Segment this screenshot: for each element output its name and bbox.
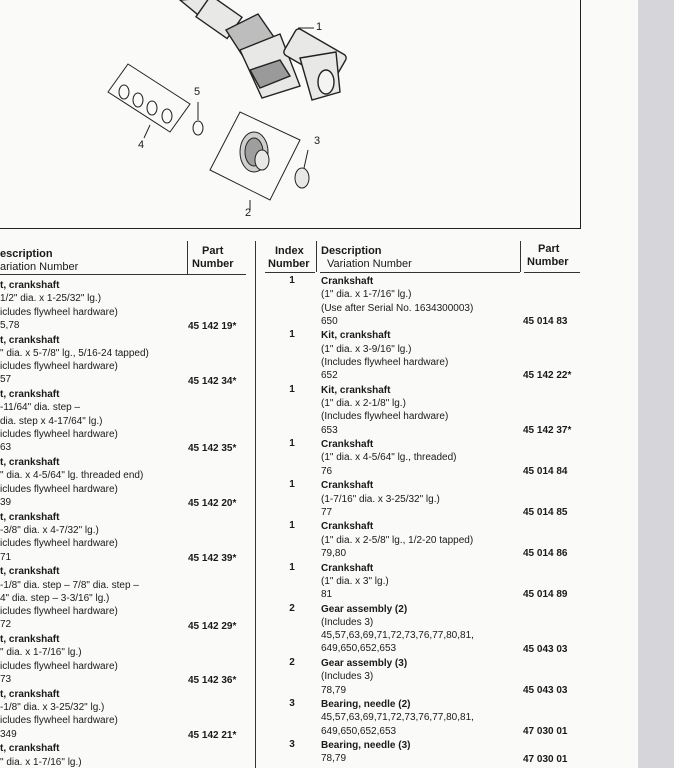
- left-entry-line: icludes flywheel hardware): [0, 660, 118, 672]
- right-entry: [321, 384, 448, 437]
- right-index-divider: [316, 241, 317, 272]
- left-entry-title: t, crankshaft: [0, 511, 60, 523]
- right-entry: [321, 698, 474, 738]
- right-entry-title: Crankshaft: [321, 562, 374, 574]
- left-part-number: 45 142 29*: [188, 620, 237, 632]
- left-entry: [0, 633, 118, 686]
- right-index-number: 1: [289, 561, 295, 573]
- left-header-number: Number: [192, 258, 234, 270]
- right-entry-line: (Includes 3): [321, 671, 374, 683]
- left-entry: [0, 334, 149, 387]
- left-entry-line: 1/2" dia. x 1-25/32" lg.): [0, 293, 102, 305]
- right-part-number: 45 014 89: [523, 589, 568, 601]
- left-entry: [0, 565, 139, 631]
- right-part-divider: [520, 241, 521, 272]
- right-entry-line: 76: [321, 465, 333, 477]
- left-entry-line: 349: [0, 728, 17, 740]
- callout-2: 2: [245, 207, 252, 219]
- right-entry-line: 81: [321, 589, 333, 601]
- right-part-number: 45 014 86: [523, 548, 568, 559]
- right-entry-line: 652: [321, 370, 338, 382]
- right-part-number: 45 014 84: [523, 465, 568, 477]
- left-entry-line: 73: [0, 674, 12, 686]
- right-entry-line: (1" dia. x 3-9/16" lg.): [321, 343, 412, 355]
- right-entry-line: 649,650,652,653: [321, 725, 397, 737]
- right-index-number: 2: [289, 657, 295, 668]
- right-entry-line: 649,650,652,653: [321, 643, 397, 655]
- right-header-description: Description: [321, 245, 382, 257]
- right-entry-line: 653: [321, 424, 338, 436]
- right-header-rule-desc: [320, 272, 520, 273]
- right-index-number: 1: [289, 479, 295, 491]
- left-entry-line: " dia. x 1-7/16" lg.): [0, 756, 82, 768]
- left-part-number: 45 142 36*: [188, 675, 237, 687]
- left-part-number: 45 142 20*: [188, 498, 237, 509]
- left-entry-line: -1/8" dia. step – 7/8" dia. step –: [0, 579, 139, 591]
- left-column-divider: [187, 241, 188, 274]
- left-entry-line: -3/8" dia. x 4-7/32" lg.): [0, 524, 99, 536]
- right-entry-title: Kit, crankshaft: [321, 330, 391, 342]
- left-header-variation: ariation Number: [0, 261, 79, 273]
- right-entry-line: (1" dia. x 1-7/16" lg.): [321, 289, 412, 301]
- right-entry-title: Crankshaft: [321, 439, 374, 451]
- left-header-part: Part: [202, 245, 224, 257]
- left-entry-title: t, crankshaft: [0, 688, 60, 700]
- right-part-number: 45 043 03: [523, 684, 568, 696]
- left-entry-line: " dia. x 5-7/8" lg., 5/16-24 tapped): [0, 347, 149, 359]
- left-entry: [0, 456, 143, 509]
- right-entry-line: (1" dia. x 2-5/8" lg., 1/2-20 tapped): [321, 534, 474, 546]
- right-header-index: Index: [275, 245, 304, 257]
- right-part-number: 45 142 37*: [523, 424, 572, 436]
- left-entry: [0, 688, 118, 741]
- right-entry-line: (1" dia. x 2-1/8" lg.): [321, 398, 406, 410]
- left-entry-title: t, crankshaft: [0, 280, 60, 291]
- right-index-number: 3: [289, 739, 295, 751]
- callout-1: 1: [316, 21, 323, 33]
- right-header-rule-index: [265, 272, 315, 273]
- left-entry-line: 39: [0, 496, 12, 508]
- left-entry: [0, 742, 82, 768]
- left-header-rule: [0, 274, 246, 275]
- right-index-number: 1: [289, 520, 295, 532]
- left-entry-title: t, crankshaft: [0, 743, 60, 755]
- left-entry-line: icludes flywheel hardware): [0, 361, 118, 373]
- right-entry-title: Crankshaft: [321, 521, 374, 533]
- right-index-number: 1: [289, 438, 295, 450]
- right-header-number: Number: [527, 256, 569, 268]
- right-entry: [321, 520, 473, 560]
- left-entry: [0, 279, 118, 332]
- crankshaft-diagram: [0, 0, 580, 228]
- right-entry: [321, 329, 448, 382]
- right-entry-title: Gear assembly (3): [321, 658, 408, 669]
- right-header-part: Part: [538, 243, 560, 255]
- left-entry-line: icludes flywheel hardware): [0, 306, 118, 318]
- right-entry-line: (Includes flywheel hardware): [321, 356, 449, 368]
- left-entry-line: icludes flywheel hardware): [0, 483, 118, 495]
- right-entry: [321, 603, 474, 656]
- right-header-rule-part: [524, 272, 580, 273]
- callout-5: 5: [194, 86, 201, 98]
- right-index-number: 1: [289, 329, 295, 341]
- left-entry-line: " dia. x 4-5/64" lg. threaded end): [0, 470, 144, 482]
- left-entry-line: icludes flywheel hardware): [0, 429, 118, 441]
- right-entry-line: (1" dia. x 4-5/64" lg., threaded): [321, 452, 457, 464]
- right-entry: [321, 275, 473, 328]
- right-entry: [321, 739, 410, 766]
- right-entry-line: 45,57,63,69,71,72,73,76,77,80,81,: [321, 712, 474, 724]
- right-entry-line: (Use after Serial No. 1634300003): [321, 302, 474, 314]
- left-entry: [0, 388, 118, 454]
- right-entry-line: 78,79: [321, 753, 347, 765]
- right-entry-title: Crankshaft: [321, 480, 374, 492]
- right-entry: [321, 438, 457, 478]
- left-entry-line: 71: [0, 551, 12, 563]
- table-divider: [255, 241, 256, 768]
- left-part-number: 45 142 35*: [188, 443, 237, 455]
- right-part-number: 45 014 85: [523, 506, 568, 518]
- exploded-view-illustration: [0, 0, 581, 229]
- right-part-number: 45 014 83: [523, 315, 568, 327]
- right-part-number: 47 030 01: [523, 725, 568, 737]
- right-entry-line: (1-7/16" dia. x 3-25/32" lg.): [321, 493, 440, 505]
- left-entry: [0, 511, 118, 564]
- right-entry: [321, 562, 389, 602]
- right-entry-title: Bearing, needle (3): [321, 740, 411, 752]
- right-entry-title: Gear assembly (2): [321, 603, 408, 615]
- right-index-number: 2: [289, 602, 295, 614]
- right-entry-line: (Includes 3): [321, 616, 374, 628]
- callout-3: 3: [314, 135, 321, 147]
- left-entry-line: -1/8" dia. x 3-25/32" lg.): [0, 702, 105, 714]
- left-entry-title: t, crankshaft: [0, 634, 60, 646]
- left-entry-title: t, crankshaft: [0, 389, 60, 401]
- right-entry-line: 650: [321, 315, 338, 327]
- right-part-number: 47 030 01: [523, 753, 568, 765]
- right-index-number: 1: [289, 383, 295, 395]
- right-entry-title: Kit, crankshaft: [321, 384, 391, 396]
- left-part-number: 45 142 21*: [188, 729, 237, 741]
- left-entry-line: -11/64" dia. step –: [0, 402, 81, 414]
- left-header-description: escription: [0, 248, 53, 260]
- left-entry-line: icludes flywheel hardware): [0, 715, 118, 727]
- right-entry-title: Crankshaft: [321, 276, 374, 287]
- left-entry-line: 63: [0, 442, 12, 454]
- right-entry-line: 79,80: [321, 547, 347, 559]
- right-entry: [321, 657, 407, 697]
- left-entry-line: 4" dia. step – 3-3/16" lg.): [0, 592, 110, 604]
- right-entry-line: (1" dia. x 3" lg.): [321, 575, 389, 587]
- left-entry-line: dia. step x 4-17/64" lg.): [0, 415, 103, 427]
- right-entry-line: 77: [321, 506, 333, 518]
- left-entry-line: icludes flywheel hardware): [0, 538, 118, 550]
- right-part-number: 45 142 22*: [523, 370, 572, 382]
- right-index-number: 3: [289, 698, 295, 710]
- right-entry-line: (Includes flywheel hardware): [321, 411, 449, 423]
- left-part-number: 45 142 19*: [188, 320, 237, 332]
- left-entry-title: t, crankshaft: [0, 457, 60, 469]
- left-entry-line: icludes flywheel hardware): [0, 606, 118, 618]
- right-index-number: 1: [289, 275, 295, 286]
- callout-4: 4: [138, 139, 145, 151]
- left-entry-title: t, crankshaft: [0, 334, 60, 346]
- right-entry-line: 78,79: [321, 684, 347, 696]
- left-entry-line: 5,78: [0, 319, 20, 331]
- right-entry: [321, 479, 440, 519]
- right-header-index-number: Number: [268, 258, 310, 270]
- right-part-number: 45 043 03: [523, 643, 568, 655]
- left-entry-line: 57: [0, 374, 12, 386]
- left-part-number: 45 142 39*: [188, 552, 237, 564]
- left-entry-line: " dia. x 1-7/16" lg.): [0, 647, 82, 659]
- left-part-number: 45 142 34*: [188, 375, 237, 387]
- right-header-variation: Variation Number: [327, 258, 412, 270]
- right-entry-title: Bearing, needle (2): [321, 699, 411, 711]
- left-entry-title: t, crankshaft: [0, 566, 60, 578]
- right-entry-line: 45,57,63,69,71,72,73,76,77,80,81,: [321, 630, 474, 642]
- left-entry-line: 72: [0, 619, 12, 631]
